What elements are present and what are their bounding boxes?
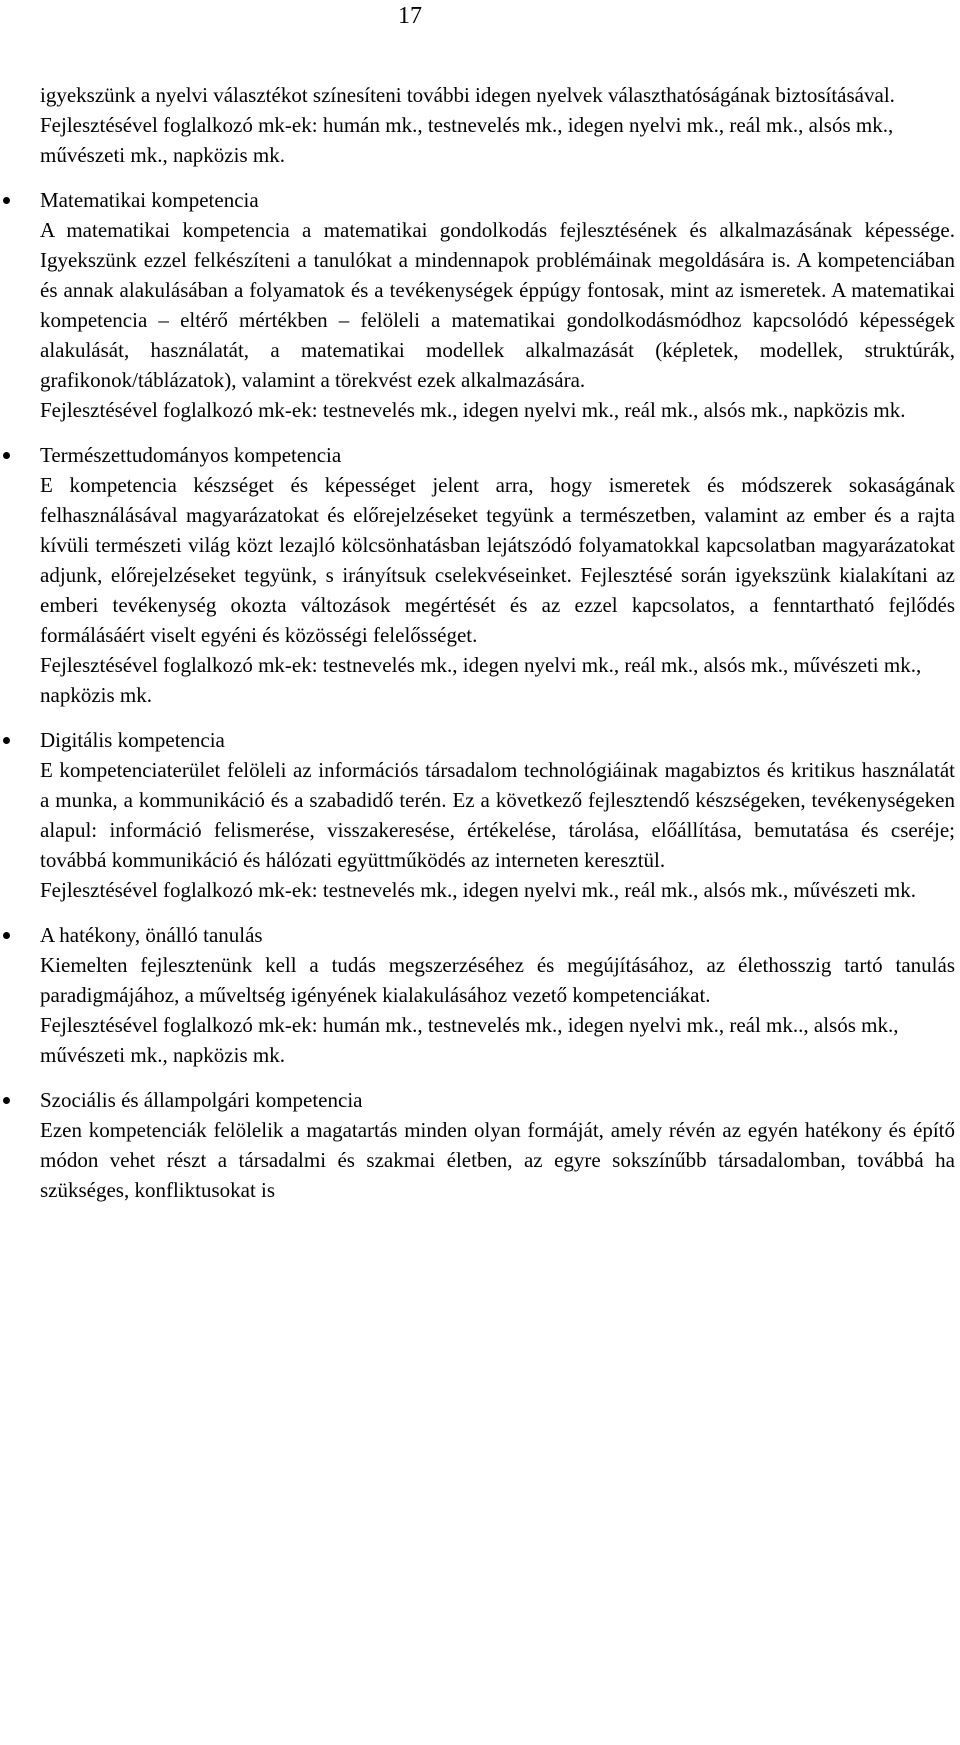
bullet-icon [3, 1097, 10, 1104]
intro-paragraph: igyekszünk a nyelvi választékot színesíteni további idegen nyelvek választhatóságának biztosításával. [40, 83, 895, 107]
bullet-icon [3, 737, 10, 744]
section-independent-learning [40, 920, 955, 1070]
page-number: 17 [398, 3, 422, 29]
section-development-text: Fejlesztésével foglalkozó mk-ek: testnevelés mk., idegen nyelvi mk., reál mk., alsós mk., művészeti mk., napközis mk. [40, 653, 922, 707]
section-development-text: Fejlesztésével foglalkozó mk-ek: humán mk., testnevelés mk., idegen nyelvi mk., reál mk.., alsós mk., művészeti mk., napközis mk. [40, 1013, 899, 1067]
section-social-civic-competence [40, 1085, 955, 1205]
section-body: Ezen kompetenciák felölelik a magatartás minden olyan formáját, amely révén az egyén hatékony és építő módon vehet részt a társadalmi és szakmai életben, az egyre sokszínűbb társadalomban, továbbá ha szükséges, konfliktusokat is [40, 1118, 955, 1202]
section-digital-competence [40, 725, 955, 905]
section-development-text: Fejlesztésével foglalkozó mk-ek: testnevelés mk., idegen nyelvi mk., reál mk., alsós mk., művészeti mk. [40, 878, 916, 902]
section-body: Kiemelten fejlesztenünk kell a tudás megszerzéséhez és megújításához, az élethosszig tartó tanulás paradigmájához, a műveltség igényének kialakulásához vezető kompetenciákat. [40, 953, 955, 1007]
section-heading: Természettudományos kompetencia [40, 443, 342, 467]
section-body: A matematikai kompetencia a matematikai gondolkodás fejlesztésének és alkalmazásának képessége. Igyekszünk ezzel felkészíteni a tanulókat a mindennapok problémáinak megoldására is. A kompetenciában és annak alakulásában a folyamatok és a tevékenységek éppúgy fontosak, mint az ismeretek. A matematikai kompetencia – eltérő mértékben – felöleli a matematikai gondolkodásmódhoz kapcsolódó képességek alakulását, használatát, a matematikai modellek alkalmazását (képletek, modellek, struktúrák, grafikonok/táblázatok), valamint a törekvést ezek alkalmazására. [40, 218, 955, 392]
section-heading: Digitális kompetencia [40, 728, 225, 752]
section-science-competence [40, 440, 955, 710]
bullet-icon [3, 452, 10, 459]
intro-block [40, 80, 955, 170]
bullet-icon [3, 197, 10, 204]
page-content [40, 80, 955, 1205]
section-body: E kompetenciaterület felöleli az információs társadalom technológiáinak magabiztos és kritikus használatát a munka, a kommunikáció és a szabadidő terén. Ez a következő fejlesztendő készségeken, tevékenységeken alapul: információ felismerése, visszakeresése, értékelése, tárolása, előállítása, bemutatása és cseréje; továbbá kommunikáció és hálózati együttműködés az interneten keresztül. [40, 758, 955, 872]
section-heading: Matematikai kompetencia [40, 188, 259, 212]
intro-development-text: Fejlesztésével foglalkozó mk-ek: humán mk., testnevelés mk., idegen nyelvi mk., reál mk., alsós mk., művészeti mk., napközis mk. [40, 113, 894, 167]
bullet-icon [3, 932, 10, 939]
section-heading: Szociális és állampolgári kompetencia [40, 1088, 363, 1112]
section-development-text: Fejlesztésével foglalkozó mk-ek: testnevelés mk., idegen nyelvi mk., reál mk., alsós mk., napközis mk. [40, 398, 906, 422]
section-body: E kompetencia készséget és képességet jelent arra, hogy ismeretek és módszerek sokaságának felhasználásával magyarázatokat és előrejelzéseket tegyünk a természetben, valamint az ember és a rajta kívüli természeti világ közt lezajló kölcsönhatásban lejátszódó folyamatokkal kapcsolatban magyarázatokat adjunk, előrejelzéseket tegyünk, s irányítsuk cselekvéseinket. Fejlesztésé során igyekszünk kialakítani az emberi tevékenység okozta változások megértését és az ezzel kapcsolatos, a fenntartható fejlődés formálásáért viselt egyéni és közösségi felelősséget. [40, 473, 955, 647]
section-math-competence [40, 185, 955, 425]
section-heading: A hatékony, önálló tanulás [40, 923, 263, 947]
